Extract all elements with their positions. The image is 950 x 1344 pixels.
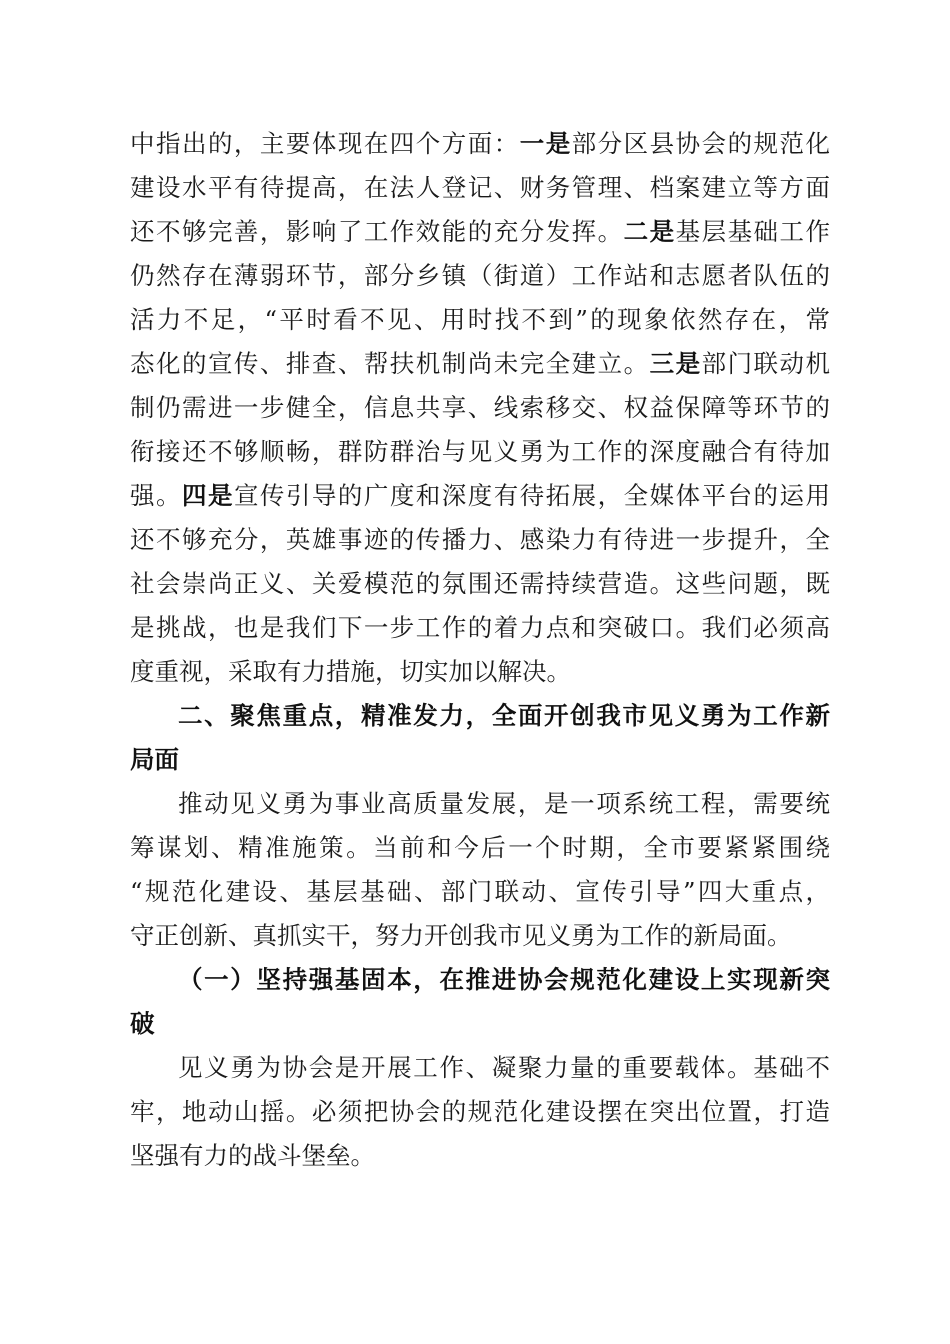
- body-line: [130, 121, 830, 167]
- text-run: 部门联动机: [701, 349, 831, 378]
- body-line: 牢，地动山摇。必须把协会的规范化建设摆在突出位置，打造: [130, 1097, 830, 1126]
- body-line: 筹谋划、精准施策。当前和今后一个时期，全市要紧紧围绕: [130, 833, 830, 862]
- bold-marker: 三是: [649, 349, 702, 378]
- body-line: 活力不足，“平时看不见、用时找不到”的现象依然存在，常: [130, 305, 830, 334]
- bold-marker: 四是: [181, 481, 234, 510]
- body-line: 衔接还不够顺畅，群防群治与见义勇为工作的深度融合有待加: [130, 437, 830, 466]
- text-run: 还不够完善，影响了工作效能的充分发挥。: [130, 217, 624, 246]
- body-line: [130, 473, 830, 519]
- body-line: 守正创新、真抓实干，努力开创我市见义勇为工作的新局面。: [130, 921, 792, 950]
- body-line: 坚强有力的战斗堡垒。: [130, 1141, 375, 1170]
- bold-marker: 二是: [623, 217, 676, 246]
- body-line: [130, 341, 830, 387]
- body-line: 度重视，采取有力措施，切实加以解决。: [130, 657, 571, 686]
- body-line: 见义勇为协会是开展工作、凝聚力量的重要载体。基础不: [178, 1053, 830, 1082]
- body-line: 社会崇尚正义、关爱模范的氛围还需持续营造。这些问题，既: [130, 569, 830, 598]
- subsection-heading-cont: 破: [130, 1009, 155, 1038]
- body-line: 仍然存在薄弱环节，部分乡镇（街道）工作站和志愿者队伍的: [130, 261, 830, 290]
- text-run: 基层基础工作: [675, 217, 831, 246]
- text-run: 强。: [130, 481, 182, 510]
- text-run: 宣传引导的广度和深度有待拓展，全媒体平台的运用: [233, 481, 831, 510]
- bold-marker: 一是: [519, 129, 572, 158]
- section-heading: 二、聚焦重点，精准发力，全面开创我市见义勇为工作新: [178, 701, 830, 730]
- body-line: 还不够充分，英雄事迹的传播力、感染力有待进一步提升，全: [130, 525, 830, 554]
- text-run: 部分区县协会的规范化: [571, 129, 831, 158]
- body-line: 制仍需进一步健全，信息共享、线索移交、权益保障等环节的: [130, 393, 830, 422]
- subsection-heading: （一）坚持强基固本，在推进协会规范化建设上实现新突: [178, 965, 830, 994]
- body-line: 推动见义勇为事业高质量发展，是一项系统工程，需要统: [178, 789, 830, 818]
- body-line: 建设水平有待提高，在法人登记、财务管理、档案建立等方面: [130, 173, 830, 202]
- body-line: [130, 209, 830, 255]
- body-line: 是挑战，也是我们下一步工作的着力点和突破口。我们必须高: [130, 613, 830, 642]
- text-run: 中指出的，主要体现在四个方面：: [130, 129, 520, 158]
- body-line: “规范化建设、基层基础、部门联动、宣传引导”四大重点，: [130, 877, 830, 906]
- text-run: 态化的宣传、排查、帮扶机制尚未完全建立。: [130, 349, 650, 378]
- section-heading-cont: 局面: [130, 745, 179, 774]
